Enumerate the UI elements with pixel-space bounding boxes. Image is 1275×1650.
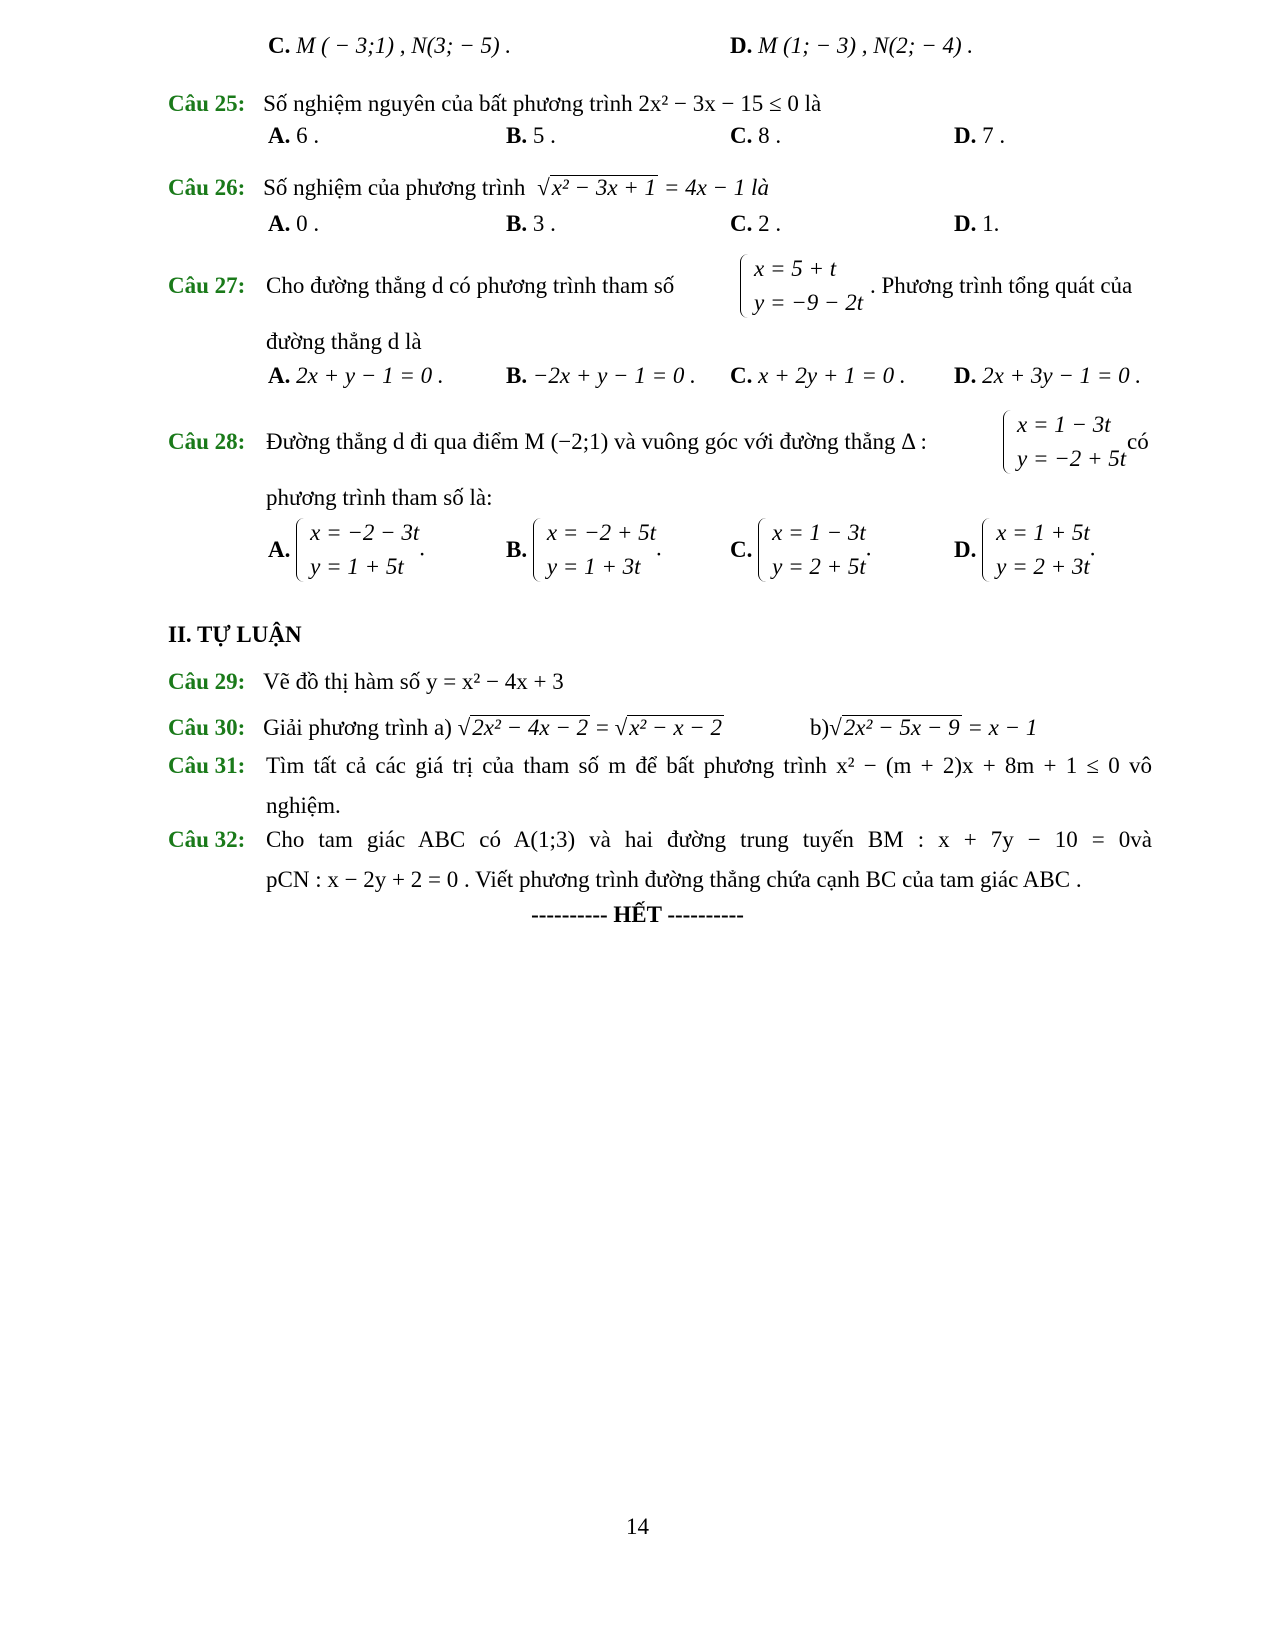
- q25-option-b: B. 5 .: [506, 123, 556, 148]
- section-heading-tu-luan: II. TỰ LUẬN: [168, 622, 302, 647]
- q28-line2: phương trình tham số là:: [266, 485, 493, 510]
- q32-text: Cho tam giác ABC có A(1;3) và hai đường trung tuyến BM : x + 7y − 10 = 0và: [266, 827, 1152, 852]
- q26-option-c: C. 2 .: [730, 211, 782, 236]
- page-number: 14: [626, 1514, 649, 1539]
- end-marker: ---------- HẾT ----------: [531, 902, 744, 927]
- q24-option-d: D. M (1; − 3) , N(2; − 4) .: [730, 33, 974, 58]
- q25-option-a: A. 6 .: [268, 123, 320, 148]
- q32-label: Câu 32:: [168, 827, 246, 852]
- q30-part-b: b)√2x² − 5x − 9 = x − 1: [810, 715, 1038, 740]
- q27-line2: đường thẳng d là: [266, 329, 422, 354]
- q31-label: Câu 31:: [168, 753, 246, 778]
- q30-radical-3: 2x² − 5x − 9: [843, 715, 960, 740]
- q30-radical-2: x² − x − 2: [629, 715, 723, 740]
- q27-system: x = 5 + t y = −9 − 2t: [740, 252, 863, 320]
- q28-option-b: B. x = −2 + 5t y = 1 + 3t .: [506, 516, 662, 584]
- q32-line2: pCN : x − 2y + 2 = 0 . Viết phương trình đường thẳng chứa cạnh BC của tam giác ABC .: [266, 867, 1082, 892]
- q30: Câu 30: Giải phương trình a) √2x² − 4x − 2 = √x² − x − 2: [168, 715, 723, 740]
- q26-option-d: D. 1.: [954, 211, 1000, 236]
- q24-option-c: C. M ( − 3;1) , N(3; − 5) .: [268, 33, 512, 58]
- q31-text: Tìm tất cả các giá trị của tham số m để bất phương trình x² − (m + 2)x + 8m + 1 ≤ 0 vô: [266, 753, 1152, 778]
- q25-option-c: C. 8 .: [730, 123, 782, 148]
- q27-label: Câu 27:: [168, 273, 246, 298]
- q25-stem: Câu 25: Số nghiệm nguyên của bất phương trình 2x² − 3x − 15 ≤ 0 là: [168, 91, 822, 116]
- q28-option-a: A. x = −2 − 3t y = 1 + 5t .: [268, 516, 425, 584]
- q26-option-b: B. 3 .: [506, 211, 556, 236]
- q30-radical-1: 2x² − 4x − 2: [472, 715, 589, 740]
- q28-option-c: C. x = 1 − 3t y = 2 + 5t .: [730, 516, 872, 584]
- q28-system: x = 1 − 3t y = −2 + 5t: [1003, 408, 1126, 476]
- q28-option-d: D. x = 1 + 5t y = 2 + 3t .: [954, 516, 1096, 584]
- q27-option-c: C. x + 2y + 1 = 0 .: [730, 363, 906, 388]
- q25-option-d: D. 7 .: [954, 123, 1006, 148]
- q27-option-b: B. −2x + y − 1 = 0 .: [506, 363, 696, 388]
- q29: Câu 29: Vẽ đồ thị hàm số y = x² − 4x + 3: [168, 669, 564, 694]
- q28-stem-tail: có: [1127, 429, 1149, 454]
- q27-stem: Cho đường thẳng d có phương trình tham số: [266, 273, 675, 298]
- q31-line2: nghiệm.: [266, 793, 341, 818]
- q28-stem: Đường thẳng d đi qua điểm M (−2;1) và vuông góc với đường thẳng Δ :: [266, 429, 927, 454]
- q27-option-d: D. 2x + 3y − 1 = 0 .: [954, 363, 1142, 388]
- q26-radical: x² − 3x + 1: [551, 175, 657, 200]
- q28-label: Câu 28:: [168, 429, 246, 454]
- q26-stem: Câu 26: Số nghiệm của phương trình √x² − 3x + 1 = 4x − 1 là: [168, 175, 769, 200]
- q27-stem-tail: . Phương trình tổng quát của: [870, 273, 1133, 298]
- q27-option-a: A. 2x + y − 1 = 0 .: [268, 363, 444, 388]
- q26-option-a: A. 0 .: [268, 211, 320, 236]
